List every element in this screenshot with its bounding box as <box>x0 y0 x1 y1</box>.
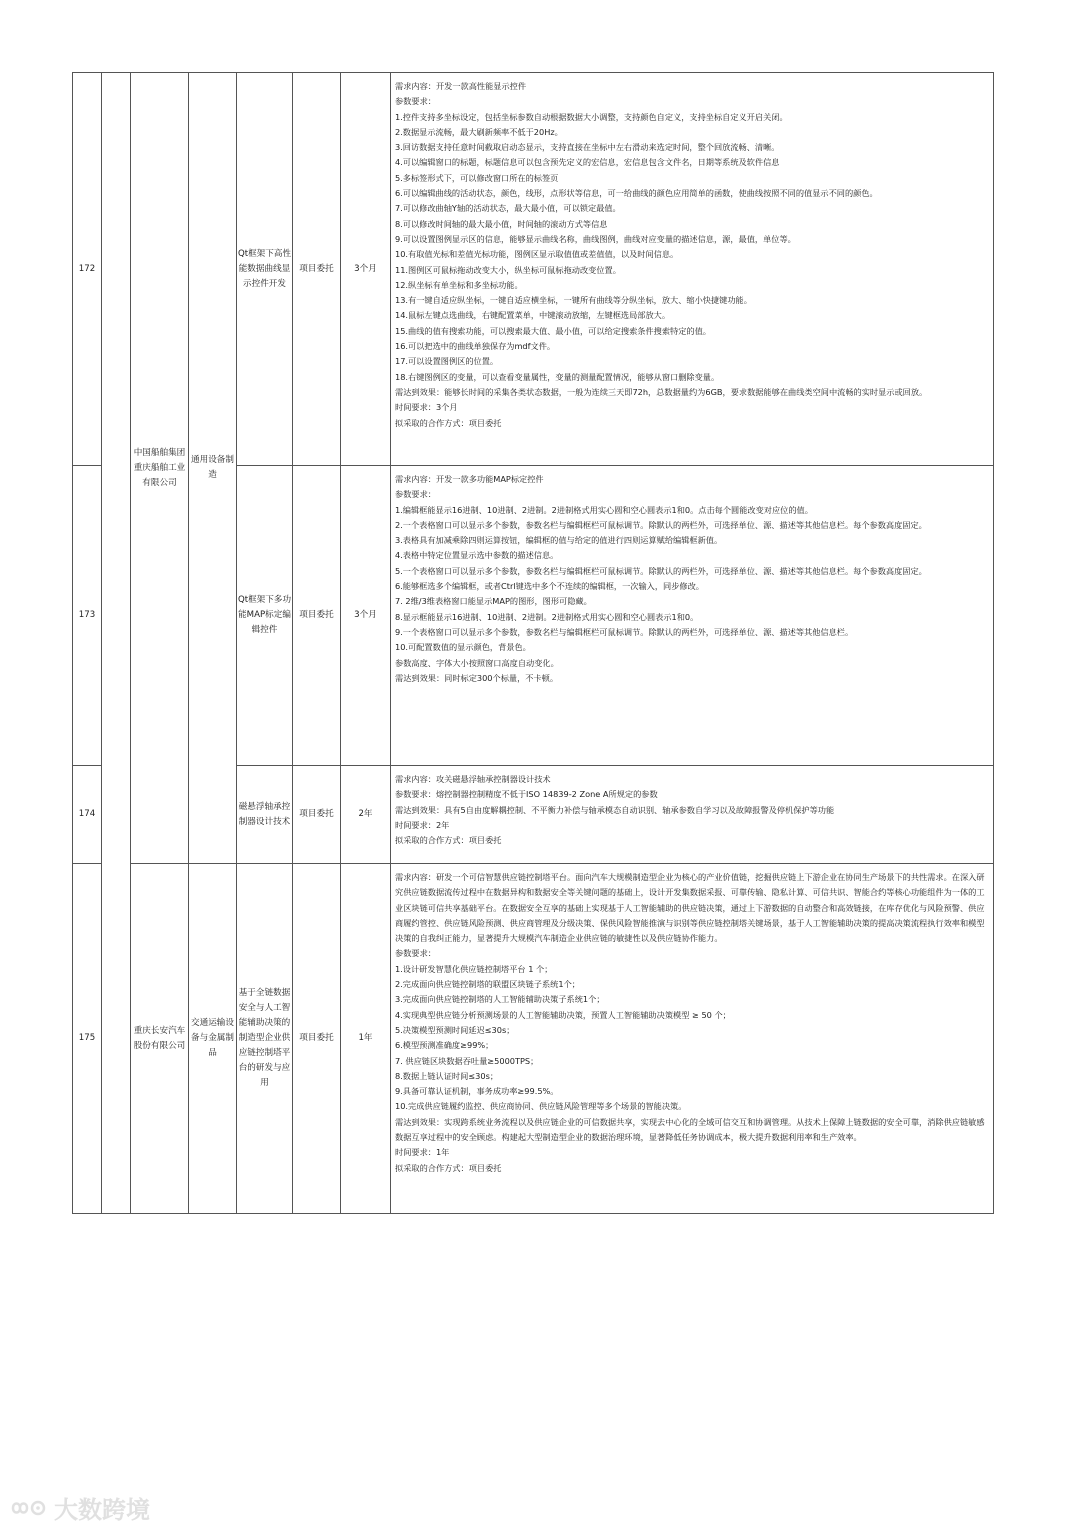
content-line: 2.完成面向供应链控制塔的联盟区块链子系统1个； <box>395 979 580 990</box>
content-line: 需达到效果：同时标定300个标量，不卡顿。 <box>395 672 559 683</box>
content-line: 14.鼠标左键点选曲线，右键配置菜单，中键滚动放缩，左键框选局部放大。 <box>395 310 671 321</box>
time-period: 3个月 <box>341 466 391 766</box>
content-line: 6.可以编辑曲线的活动状态，颜色，线形，点形状等信息，可一给曲线的颜色应用简单的函数，使曲线按照不同的值显示不同的颜色。 <box>395 188 878 199</box>
content-line: 10.有取值光标和差值光标功能，图例区显示取值值或差值值，以及时间信息。 <box>395 249 679 260</box>
industry-category: 通用设备制造 <box>189 73 237 864</box>
content-line: 17.可以设置图例区的位置。 <box>395 356 499 367</box>
content-line: 7. 2维/3维表格窗口能显示MAP的图形，图形可隐藏。 <box>395 596 592 607</box>
time-period: 3个月 <box>341 73 391 466</box>
requirement-content <box>391 766 994 864</box>
project-name: 磁悬浮轴承控制器设计技术 <box>237 766 293 864</box>
company-name: 中国船舶集团重庆船舶工业有限公司 <box>131 73 189 864</box>
infinity-logo-icon <box>10 1496 48 1520</box>
content-line: 4.实现典型供应链分析预测场景的人工智能辅助决策，预置人工智能辅助决策模型 ≥ 50 个； <box>395 1009 731 1020</box>
content-line: 8.显示框能显示16进制、10进制、2进制。2进制格式用实心圆和空心圆表示1和0。 <box>395 611 699 622</box>
content-line: 2.一个表格窗口可以显示多个参数，参数名栏与编辑框栏可鼠标调节。除默认的两栏外，可选择单位、源、描述等其他信息栏。每个参数高度固定。 <box>395 519 927 530</box>
blank-column <box>102 73 131 1214</box>
content-line: 1.设计研发智慧化供应链控制塔平台 1 个； <box>395 963 553 974</box>
requirement-content <box>391 466 994 766</box>
content-line: 需达到效果：能够长时间的采集各类状态数据，一般为连续三天即72h，总数据量约为6GB，要求数据能够在曲线类空间中流畅的实时显示或回放。 <box>395 386 928 397</box>
requirements-table <box>72 72 994 1214</box>
content-line: 需求内容：开发一款高性能显示控件 <box>395 81 527 91</box>
content-line: 8.可以修改时间轴的最大最小值，时间轴的滚动方式等信息 <box>395 218 608 229</box>
content-line: 5.一个表格窗口可以显示多个参数，参数名栏与编辑框栏可鼠标调节。除默认的两栏外，可选择单位、源、描述等其他信息栏。每个参数高度固定。 <box>395 565 927 576</box>
content-line: 6.能够框选多个编辑框，或者Ctrl键选中多个不连续的编辑框，一次输入，同步修改。 <box>395 581 704 592</box>
content-line: 1.控件支持多坐标设定，包括坐标参数自动根据数据大小调整，支持颜色自定义，支持坐标自定义开启关闭。 <box>395 111 788 122</box>
content-line: 4.表格中特定位置显示选中参数的描述信息。 <box>395 550 559 561</box>
content-line: 1.编辑框能显示16进制、10进制、2进制。2进制格式用实心圆和空心圆表示1和0。点击每个圆能改变对应位的值。 <box>395 504 813 515</box>
content-line: 拟采取的合作方式：项目委托 <box>395 417 502 428</box>
content-line: 需求内容：研发一个可信智慧供应链控制塔平台。面向汽车大规模制造型企业为核心的产业价值链，挖掘供应链上下游企业在协同生产场景下的共性需求。在深入研究供应链数据流传过程中在数据异构和数据安全等关键问题的基础上，设计开发集数据采报、可靠传输、隐私计算、可信共识、智能合约等核心功能组件为一体的工业区块链可信共享基础平台。在数据安全互享的基础上实现基于人工智能辅助的供应链决策，通过上下游数据的自动整合和高效链接，在库存优化与风险预警、供应商履约管控、供应链风险预测、供应商管理及分级决策、保供风险智能推演与识别等供应链控制塔关键场景，基于人工智能辅助决策的提高决策流程执行效率和模型决策的自我纠正能力，显著提升大规模汽车制造企业供应链的敏捷性以及供应链协作能力。 <box>395 872 985 944</box>
cooperation-mode: 项目委托 <box>293 864 341 1214</box>
project-name: Qt框架下高性能数据曲线显示控件开发 <box>237 73 293 466</box>
content-line: 时间要求：3个月 <box>395 402 458 413</box>
content-line: 8.数据上链认证时间≤30s； <box>395 1070 499 1081</box>
content-line: 需达到效果：实现跨系统业务流程以及供应链企业的可信数据共享，实现去中心化的全域可信交互和协调管理。从技术上保障上链数据的安全可靠，消除供应链敏感数据互享过程中的安全顾虑。构建起大型制造型企业的数据治理环境，显著降低任务协调成本，极大提升数据利用率和生产效率。 <box>395 1116 985 1143</box>
content-line: 9.一个表格窗口可以显示多个参数，参数名栏与编辑框栏可鼠标调节。除默认的两栏外，可选择单位、源、描述等其他信息栏。 <box>395 626 854 637</box>
project-name: 基于全链数据安全与人工智能辅助决策的制造型企业供应链控制塔平台的研发与应用 <box>237 864 293 1214</box>
content-line: 7. 供应链区块数据吞吐量≥5000TPS； <box>395 1055 539 1066</box>
content-line: 参数要求： <box>395 96 436 107</box>
company-name: 重庆长安汽车股份有限公司 <box>131 864 189 1214</box>
content-line: 需达到效果：具有5自由度解耦控制、不平衡力补偿与轴承模态自动识别、轴承参数自学习以及故障报警及停机保护等功能 <box>395 804 835 815</box>
cooperation-mode: 项目委托 <box>293 766 341 864</box>
industry-category: 交通运输设备与金属制品 <box>189 864 237 1214</box>
table-row <box>73 73 994 466</box>
content-line: 3.表格具有加减乘除四则运算按钮，编辑框的值与给定的值进行四则运算赋给编辑框新值。 <box>395 535 723 546</box>
requirement-content <box>391 864 994 1214</box>
content-line: 3.回访数据支持任意时间截取启动态显示，支持直接在坐标中左右滑动来选定时间，整个回放流畅、清晰。 <box>395 142 780 153</box>
requirement-content <box>391 73 994 466</box>
content-line: 3.完成面向供应链控制塔的人工智能辅助决策子系统1个； <box>395 994 605 1005</box>
content-line: 5.多标签形式下，可以修改窗口所在的标签页 <box>395 172 559 183</box>
content-line: 10.完成供应链履约监控、供应商协同、供应链风险管理等多个场景的智能决策。 <box>395 1101 687 1112</box>
content-line: 时间要求：2年 <box>395 819 450 830</box>
content-line: 6.模型预测准确度≥99%； <box>395 1040 494 1051</box>
content-line: 11.图例区可鼠标拖动改变大小，纵坐标可鼠标拖动改变位置。 <box>395 264 621 275</box>
watermark-text: 大数跨境 <box>54 1496 150 1524</box>
cooperation-mode: 项目委托 <box>293 73 341 466</box>
content-line: 参数要求： <box>395 489 436 500</box>
content-line: 15.曲线的值有搜索功能，可以搜索最大值、最小值，可以给定搜索条件搜索特定的值。 <box>395 325 711 336</box>
content-line: 2.数据显示流畅，最大刷新频率不低于20Hz。 <box>395 126 563 137</box>
watermark <box>10 1490 150 1525</box>
content-line: 9.可以设置图例显示区的信息，能够显示曲线名称，曲线图例，曲线对应变量的描述信息，源，最值，单位等。 <box>395 233 796 244</box>
content-line: 13.有一键自适应纵坐标，一键自适应横坐标，一键所有曲线等分纵坐标，放大、缩小快捷键功能。 <box>395 295 752 306</box>
content-line: 18.右键图例区的变量，可以查看变量属性，变量的测量配置情况，能够从窗口删除变量。 <box>395 371 720 382</box>
time-period: 2年 <box>341 766 391 864</box>
content-line: 参数要求： <box>395 948 436 959</box>
content-line: 参数高度、字体大小按照窗口高度自动变化。 <box>395 657 559 668</box>
row-number: 173 <box>73 466 102 766</box>
content-line: 拟采取的合作方式：项目委托 <box>395 835 502 846</box>
content-line: 7.可以修改曲轴Y轴的活动状态，最大最小值，可以锁定最值。 <box>395 203 621 214</box>
content-line: 12.纵坐标有单坐标和多坐标功能。 <box>395 279 523 290</box>
content-line: 参数要求：熔控制器控制精度不低于ISO 14839-2 Zone A所规定的参数 <box>395 789 658 800</box>
content-line: 需求内容：攻关磁悬浮轴承控制器设计技术 <box>395 774 551 784</box>
table-row <box>73 864 994 1214</box>
content-line: 拟采取的合作方式：项目委托 <box>395 1162 502 1173</box>
project-name: Qt框架下多功能MAP标定编辑控件 <box>237 466 293 766</box>
content-line: 16.可以把选中的曲线单独保存为mdf文件。 <box>395 341 556 352</box>
content-line: 10.可配置数值的显示颜色，背景色。 <box>395 642 531 653</box>
content-line: 4.可以编辑窗口的标题，标题信息可以包含预先定义的宏信息，宏信息包含文件名，日期等系统及软件信息 <box>395 157 780 168</box>
content-line: 5.决策模型预测时间延迟≤30s； <box>395 1024 515 1035</box>
content-line: 需求内容：开发一款多功能MAP标定控件 <box>395 474 544 484</box>
cooperation-mode: 项目委托 <box>293 466 341 766</box>
row-number: 172 <box>73 73 102 466</box>
content-line: 9.具备可靠认证机制，事务成功率≥99.5%。 <box>395 1086 559 1097</box>
row-number: 175 <box>73 864 102 1214</box>
content-line: 时间要求：1年 <box>395 1147 450 1158</box>
time-period: 1年 <box>341 864 391 1214</box>
row-number: 174 <box>73 766 102 864</box>
